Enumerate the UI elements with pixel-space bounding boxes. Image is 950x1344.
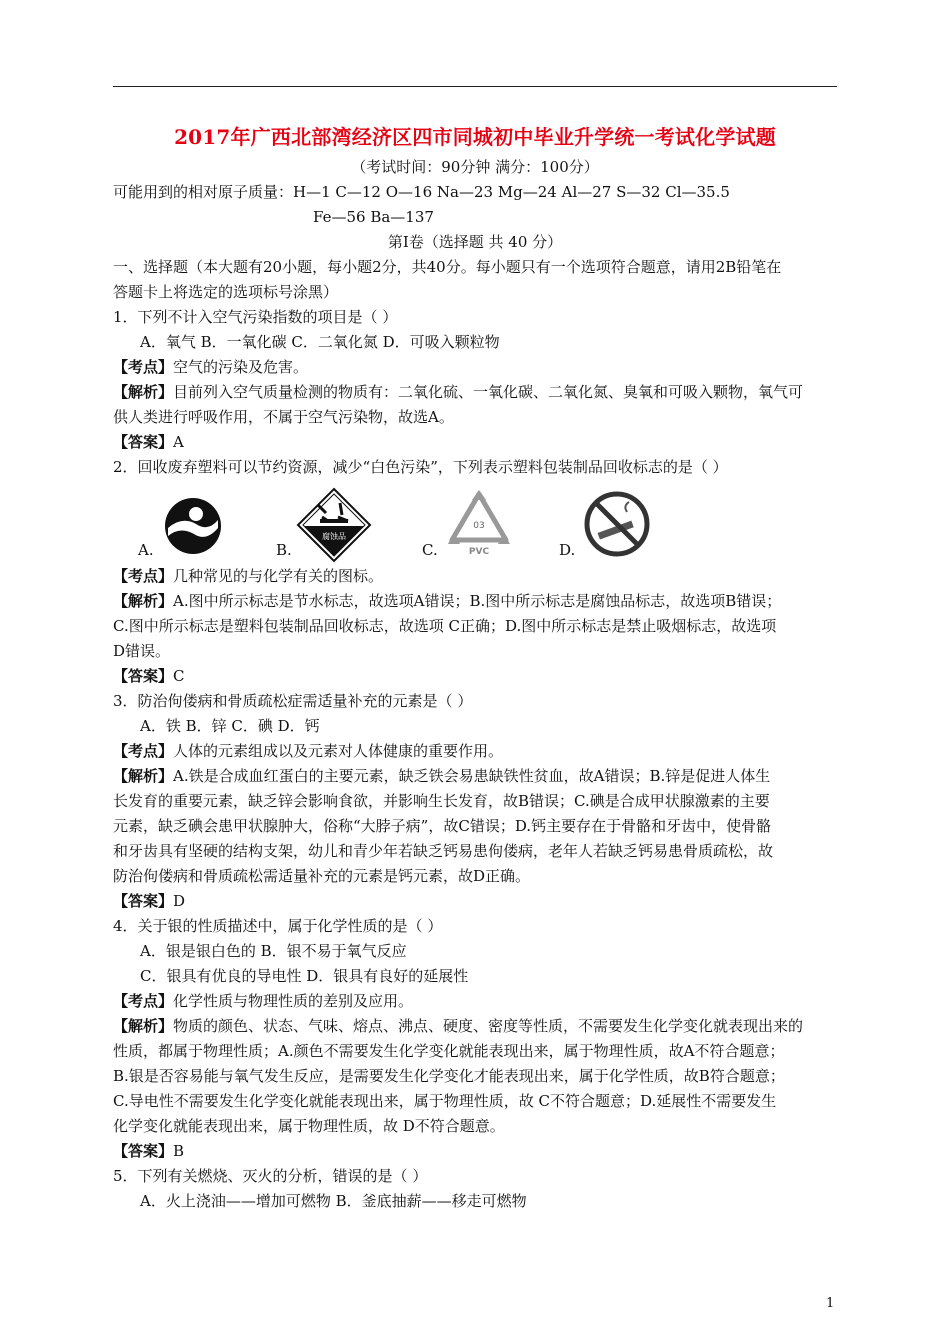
kaodian-tag: 【考点】 — [113, 742, 174, 760]
corrosive-icon — [296, 487, 372, 563]
q1-jiexi-l2: 供人类进行呼吸作用，不属于空气污染物，故选A。 — [113, 408, 454, 426]
q2-stem: 2．回收废弃塑料可以节约资源，减少“白色污染”，下列表示塑料包装制品回收标志的是（ ） — [113, 458, 728, 476]
q2-option-b: B. — [276, 541, 292, 559]
q2-kaodian-text: 几种常见的与化学有关的图标。 — [173, 567, 384, 585]
atomic-masses-line1: 可能用到的相对原子质量：H—1 C—12 O—16 Na—23 Mg—24 Al—27 S—32 Cl—35.5 — [113, 183, 730, 201]
q1-kaodian-text: 空气的污染及危害。 — [173, 358, 309, 376]
q4-kaodian — [113, 991, 413, 1011]
jiexi-tag: 【解析】 — [113, 383, 174, 401]
q1-answer — [113, 432, 184, 452]
q4-jiexi-l4: C.导电性不需要发生化学变化就能表现出来，属于物理性质，故 C不符合题意；D.延展性不需要发生 — [113, 1092, 777, 1110]
page-number: 1 — [826, 1296, 835, 1311]
section1-instructions-l1: 一、选择题（本大题有20小题，每小题2分，共40分。每小题只有一个选项符合题意，请用2B铅笔在 — [113, 258, 782, 276]
q4-jiexi-l3: B.银是否容易能与氧气发生反应，是需要发生化学变化才能表现出来，属于化学性质，故B符合题意； — [113, 1067, 785, 1085]
q4-answer-value: B — [173, 1142, 185, 1160]
q4-answer — [113, 1141, 184, 1161]
q1-kaodian — [113, 357, 308, 377]
q3-jiexi-l4: 和牙齿具有坚硬的结构支架，幼儿和青少年若缺乏钙易患佝偻病，老年人若缺乏钙易患骨质疏松，故 — [113, 842, 774, 860]
q2-option-c: C. — [422, 541, 438, 559]
q4-kaodian-text: 化学性质与物理性质的差别及应用。 — [173, 992, 414, 1010]
section-title: 第Ⅰ卷（选择题 共 40 分） — [387, 233, 563, 251]
kaodian-tag: 【考点】 — [113, 358, 174, 376]
jiexi-tag: 【解析】 — [113, 1017, 174, 1035]
exam-title: 2017年广西北部湾经济区四市同城初中毕业升学统一考试化学试题 — [174, 125, 776, 149]
recycle-number: 03 — [473, 521, 485, 531]
q3-answer-value: D — [173, 892, 186, 910]
atomic-masses-line2: Fe—56 Ba—137 — [313, 208, 434, 226]
q4-jiexi-l2: 性质，都属于物理性质；A.颜色不需要发生化学变化就能表现出来，属于物理性质，故A不符合题意； — [113, 1042, 785, 1060]
q5-stem: 5．下列有关燃烧、灭火的分析，错误的是（ ） — [113, 1167, 428, 1185]
corrosive-icon-label: 腐蚀品 — [322, 532, 346, 541]
q3-jiexi-text: A.铁是合成血红蛋白的主要元素，缺乏铁会易患缺铁性贫血，故A错误；B.锌是促进人体生 — [173, 767, 771, 785]
water-saving-icon — [160, 494, 226, 558]
q3-answer — [113, 891, 185, 911]
q1-stem: 1．下列不计入空气污染指数的项目是（ ） — [113, 308, 398, 326]
q1-jiexi-text: 目前列入空气质量检测的物质有：二氧化硫、一氧化碳、二氧化氮、臭氧和可吸入颗物，氧气可 — [173, 383, 804, 401]
q2-jiexi-l1 — [113, 591, 781, 611]
q3-jiexi-l1 — [113, 766, 770, 786]
q4-stem: 4．关于银的性质描述中，属于化学性质的是（ ） — [113, 917, 443, 935]
q3-kaodian — [113, 741, 503, 761]
daan-tag: 【答案】 — [113, 667, 174, 685]
q4-options-l1: A．银是银白色的 B．银不易于氧气反应 — [140, 942, 407, 960]
q4-jiexi-text: 物质的颜色、状态、气味、熔点、沸点、硬度、密度等性质，不需要发生化学变化就表现出来的 — [173, 1017, 804, 1035]
q3-stem: 3．防治佝偻病和骨质疏松症需适量补充的元素是（ ） — [113, 692, 473, 710]
q3-jiexi-l5: 防治佝偻病和骨质疏松需适量补充的元素是钙元素，故D正确。 — [113, 867, 531, 885]
daan-tag: 【答案】 — [113, 892, 174, 910]
top-rule — [113, 86, 837, 87]
recycle-pvc-icon — [442, 488, 516, 558]
q1-jiexi-l1 — [113, 382, 803, 402]
exam-info: （考试时间：90分钟 满分：100分） — [351, 158, 599, 176]
q2-answer — [113, 666, 185, 686]
q2-jiexi-l3: D错误。 — [113, 642, 171, 660]
q5-options: A．火上浇油——增加可燃物 B．釜底抽薪——移走可燃物 — [140, 1192, 527, 1210]
section1-instructions-l2: 答题卡上将选定的选项标号涂黑） — [113, 283, 339, 301]
jiexi-tag: 【解析】 — [113, 767, 174, 785]
q3-jiexi-l3: 元素，缺乏碘会患甲状腺肿大，俗称“大脖子病”，故C错误；D.钙主要存在于骨骼和牙齿中，使骨骼 — [113, 817, 772, 835]
daan-tag: 【答案】 — [113, 433, 174, 451]
q2-jiexi-text: A.图中所示标志是节水标志，故选项A错误；B.图中所示标志是腐蚀品标志，故选项B错误； — [173, 592, 782, 610]
q2-kaodian — [113, 566, 383, 586]
q2-option-a: A. — [138, 541, 154, 559]
q2-option-d: D. — [559, 541, 576, 559]
q3-kaodian-text: 人体的元素组成以及元素对人体健康的重要作用。 — [173, 742, 504, 760]
q3-options: A．铁 B．锌 C．碘 D．钙 — [140, 717, 320, 735]
q4-options-l2: C．银具有优良的导电性 D．银具有良好的延展性 — [140, 967, 469, 985]
q4-jiexi-l1 — [113, 1016, 803, 1036]
q3-jiexi-l2: 长发育的重要元素，缺乏锌会影响食欲，并影响生长发育，故B错误；C.碘是合成甲状腺激素的主要 — [113, 792, 770, 810]
jiexi-tag: 【解析】 — [113, 592, 174, 610]
daan-tag: 【答案】 — [113, 1142, 174, 1160]
q2-jiexi-l2: C.图中所示标志是塑料包装制品回收标志，故选项 C正确；D.图中所示标志是禁止吸烟标志，故选项 — [113, 617, 777, 635]
q1-options: A．氧气 B．一氧化碳 C．二氧化氮 D．可吸入颗粒物 — [140, 333, 500, 351]
kaodian-tag: 【考点】 — [113, 567, 174, 585]
kaodian-tag: 【考点】 — [113, 992, 174, 1010]
no-smoking-icon — [583, 490, 651, 558]
q1-answer-value: A — [173, 433, 184, 451]
q2-answer-value: C — [173, 667, 185, 685]
q4-jiexi-l5: 化学变化就能表现出来，属于物理性质，故 D不符合题意。 — [113, 1117, 505, 1135]
recycle-label: PVC — [468, 547, 490, 557]
